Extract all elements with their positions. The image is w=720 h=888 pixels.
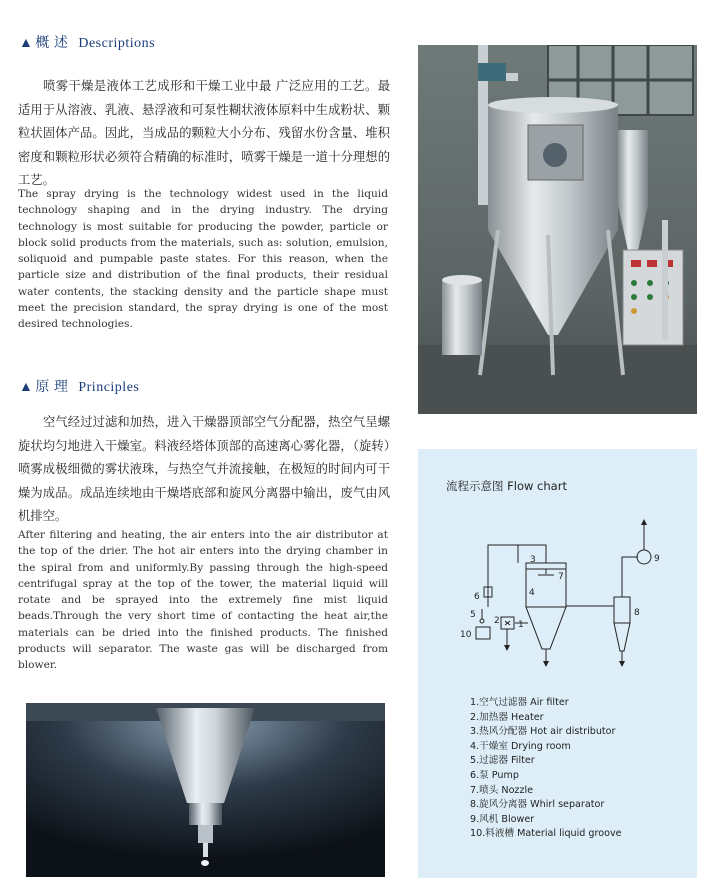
triangle-icon: ▲ [19, 36, 34, 51]
legend-item: 5.过滤器 Filter [470, 755, 535, 767]
legend-item: 10.料液槽 Material liquid groove [470, 828, 622, 840]
descriptions-cn-paragraph: 喷雾干燥是液体工艺成形和干燥工业中最 广泛应用的工艺。最适用于从溶液、乳液、悬浮液和可泵性糊状液体原料中生成粉状、颗粒状固体产品。因此，当成品的颗粒大小分布、残留水份含量、堆积密度和颗粒形状必须符合精确的标准时，喷雾干燥是一道十分理想的工艺。 [18, 79, 390, 187]
principles-heading-cn: 原 理 [35, 380, 69, 395]
legend-item: 2.加热器 Heater [470, 711, 544, 723]
drying-room-cone [526, 607, 566, 649]
spray-dryer-photo [418, 45, 697, 414]
principles-cn-paragraph: 空气经过过滤和加热，进入干燥器顶部空气分配器，热空气呈螺旋状均匀地进入干燥室。料液经塔体顶部的高速离心雾化器，（旋转）喷雾成极细微的雾状液珠，与热空气并流接触，在极短的时间内可干燥为成品。成品连续地由干燥塔底部和旋风分离器中输出，废气由风机排空。 [18, 415, 390, 523]
flow-label-1: 1 [518, 620, 524, 630]
flow-label-7: 7 [558, 572, 564, 582]
legend-item: 4.干燥室 Drying room [470, 740, 571, 752]
principles-heading [19, 376, 139, 396]
descriptions-heading-cn: 概 述 [35, 36, 69, 51]
principles-heading-en: Principles [78, 380, 140, 395]
flow-label-4: 4 [529, 588, 535, 598]
descriptions-heading [19, 32, 155, 52]
descriptions-en-paragraph: The spray drying is the technology widest used in the liquid technology shaping and in the drying industry. The drying technology is most suitable for producing the powder, particle or block solid products from the materials, such as: solution, emulsion, soliquoid and pumpable paste states. For this reason, when the particle size and distribution of the final products, their residual water contents, the stacking density and the particle shape must meet the precision standard, the spray drying is one of the most desired technologies. [18, 188, 388, 331]
blower-shape [637, 550, 651, 564]
legend-item: 7.喷头 Nozzle [470, 784, 534, 796]
legend-item: 8.旋风分离器 Whirl separator [470, 799, 605, 811]
flow-label-3: 3 [530, 555, 536, 565]
flow-label-10: 10 [460, 630, 472, 640]
legend-item: 9.风机 Blower [470, 813, 535, 825]
triangle-icon: ▲ [19, 380, 34, 395]
flow-chart-title: 流程示意图 Flow chart [446, 479, 567, 493]
principles-en-paragraph: After filtering and heating, the air enters into the air distributor at the top of the drier. The hot air enters into the drying chamber in the spiral from and uniformly.By passing through the high-speed centrifugal spray at the top of the tower, the material liquid will rotate and be sprayed into the extremely fine mist liquid beads.Through the very short time of contacting the heat air,the materials can be dried into the finished products. The finished products will separator. The waste gas will be discharged from blower. [18, 529, 388, 672]
flow-label-6: 6 [474, 592, 480, 602]
legend-item: 3.热风分配器 Hot air distributor [470, 726, 616, 738]
flow-chart-diagram [418, 449, 697, 689]
nozzle-closeup-photo [26, 703, 385, 877]
flow-label-2: 2 [494, 616, 500, 626]
flow-label-8: 8 [634, 608, 640, 618]
legend-item: 6.泵 Pump [470, 769, 519, 781]
legend-item: 1.空气过滤器 Air filter [470, 697, 569, 708]
flow-label-9: 9 [654, 554, 660, 564]
flow-label-5: 5 [470, 610, 476, 620]
descriptions-heading-en: Descriptions [78, 36, 156, 51]
flow-chart-legend [470, 696, 622, 842]
whirl-separator-shape [614, 597, 630, 623]
material-liquid-groove-shape [476, 627, 490, 639]
